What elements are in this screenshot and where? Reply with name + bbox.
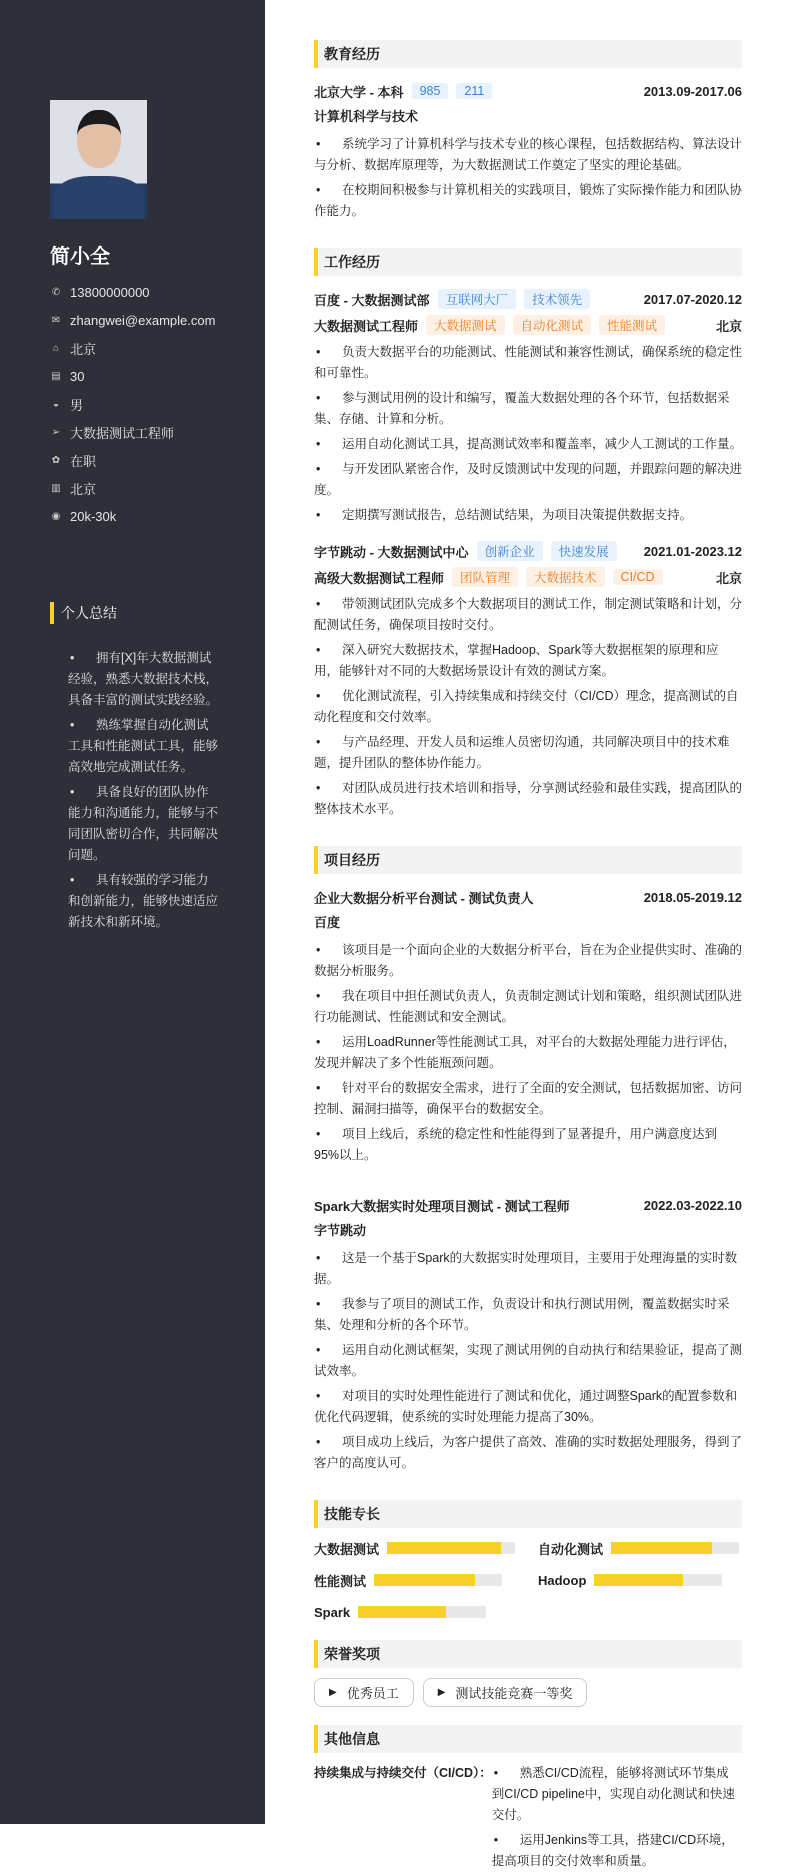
- company-tag: 技术领先: [524, 289, 590, 309]
- job-city: 北京: [715, 318, 742, 334]
- bullet-item: • 带领测试团队完成多个大数据项目的测试工作，制定测试策略和计划，分配测试任务，确保项目按时交付。: [314, 594, 742, 636]
- education-date: 2013.09-2017.06: [643, 83, 742, 99]
- job-header: [314, 286, 742, 312]
- contact-text: 男: [70, 397, 84, 413]
- bullet-list: [314, 342, 742, 526]
- contact-item: [50, 390, 215, 418]
- award-badge: [314, 1678, 414, 1707]
- summary-item: • 熟练掌握自动化测试工具和性能测试工具，能够高效地完成测试任务。: [68, 715, 218, 778]
- play-icon: ▶: [437, 1687, 446, 1698]
- candidate-name: 简小全: [50, 246, 110, 268]
- company-tag: 快速发展: [551, 541, 617, 561]
- sidebar: [0, 0, 265, 1824]
- skill-bar: [387, 1542, 515, 1554]
- bullet-item: • 对项目的实时处理性能进行了测试和优化，通过调整Spark的配置参数和优化代码逻辑，使系统的实时处理能力提高了30%。: [314, 1386, 742, 1428]
- contact-item: [50, 362, 215, 390]
- bullet-list: [492, 1763, 740, 1876]
- school-tag: 985: [412, 83, 449, 99]
- job-header: [314, 538, 742, 564]
- summary-item: • 拥有[X]年大数据测试经验，熟悉大数据技术栈，具备丰富的测试实践经验。: [68, 648, 218, 711]
- job-skill-tag: 大数据测试: [426, 315, 505, 335]
- contact-item: [50, 418, 215, 446]
- company-tag: 创新企业: [477, 541, 543, 561]
- skill-item: [538, 1538, 742, 1558]
- project-company: 百度: [314, 915, 341, 930]
- company-tag: 互联网大厂: [438, 289, 517, 309]
- spacer: [314, 226, 742, 248]
- award-label: 优秀员工: [346, 1686, 399, 1701]
- bullet-item: • 运用Jenkins等工具，搭建CI/CD环境，提高项目的交付效率和质量。: [492, 1830, 740, 1872]
- awards-list: [314, 1678, 742, 1707]
- bullet-item: • 项目成功上线后，为客户提供了高效、准确的实时数据处理服务，得到了客户的高度认可。: [314, 1432, 742, 1474]
- skills-grid: [314, 1538, 742, 1622]
- job-role: 高级大数据测试工程师: [314, 570, 445, 586]
- section-education: 教育经历: [314, 40, 742, 68]
- job-skill-tag: 自动化测试: [513, 315, 592, 335]
- job-role-row: [314, 312, 742, 338]
- bullet-list: [314, 594, 742, 820]
- major: 计算机科学与技术: [314, 109, 419, 124]
- project-date: 2018.05-2019.12: [643, 889, 742, 905]
- skill-item: [314, 1602, 518, 1622]
- section-awards: 荣誉奖项: [314, 1640, 742, 1668]
- skill-name: Spark: [314, 1604, 351, 1620]
- contact-item: [50, 502, 215, 530]
- job-role: 大数据测试工程师: [314, 318, 419, 334]
- mail-icon: ✉: [51, 314, 61, 326]
- bullet-list: [314, 1248, 742, 1474]
- contact-text: 北京: [70, 481, 97, 497]
- job-left: [314, 289, 590, 309]
- project-name: Spark大数据实时处理项目测试 - 测试工程师: [314, 1198, 570, 1214]
- contact-text: 大数据测试工程师: [70, 425, 175, 441]
- job-role-left: [314, 315, 665, 335]
- building-icon: ▥: [51, 482, 61, 494]
- contact-text: 北京: [70, 341, 97, 357]
- company-name: 百度 - 大数据测试部: [314, 292, 430, 308]
- bullet-list: [314, 134, 742, 222]
- skill-bar-fill: [358, 1606, 446, 1618]
- project-header: [314, 884, 742, 910]
- section-work: 工作经历: [314, 248, 742, 276]
- bullet-item: • 项目上线后，系统的稳定性和性能得到了显著提升，用户满意度达到95%以上。: [314, 1124, 742, 1166]
- job-city: 北京: [715, 570, 742, 586]
- main-content: [314, 40, 742, 1876]
- contact-item: [50, 446, 215, 474]
- education-header: [314, 78, 742, 104]
- bullet-item: • 针对平台的数据安全需求，进行了全面的安全测试，包括数据加密、访问控制、漏洞扫描等，确保平台的数据安全。: [314, 1078, 742, 1120]
- job-skill-tag: 团队管理: [452, 567, 518, 587]
- job-role-row: [314, 564, 742, 590]
- job-left: [314, 541, 617, 561]
- bullet-item: • 负责大数据平台的功能测试、性能测试和兼容性测试，确保系统的稳定性和可靠性。: [314, 342, 742, 384]
- job-date: 2021.01-2023.12: [643, 543, 742, 559]
- summary-item: • 具备良好的团队协作能力和沟通能力，能够与不同团队密切合作，共同解决问题。: [68, 782, 218, 866]
- job-skill-tag: 大数据技术: [526, 567, 605, 587]
- bullet-item: • 参与测试用例的设计和编写，覆盖大数据处理的各个环节，包括数据采集、存储、计算和分析。: [314, 388, 742, 430]
- skill-item: [314, 1538, 518, 1558]
- company-name: 字节跳动 - 大数据测试中心: [314, 544, 469, 560]
- job-skill-tag: CI/CD: [613, 569, 663, 585]
- age-icon: ▤: [51, 370, 61, 382]
- skill-name: Hadoop: [538, 1572, 587, 1588]
- skill-item: [314, 1570, 518, 1590]
- bullet-item: • 与开发团队紧密合作，及时反馈测试中发现的问题，并跟踪问题的解决进度。: [314, 459, 742, 501]
- bullet-item: • 运用自动化测试框架，实现了测试用例的自动执行和结果验证，提高了测试效率。: [314, 1340, 742, 1382]
- summary-item: • 具有较强的学习能力和创新能力，能够快速适应新技术和新环境。: [68, 870, 218, 933]
- contact-item: [50, 474, 215, 502]
- section-projects: 项目经历: [314, 846, 742, 874]
- project-name: 企业大数据分析平台测试 - 测试负责人: [314, 890, 534, 906]
- job-role-left: [314, 567, 663, 587]
- school-tag: 211: [456, 83, 492, 99]
- phone-icon: ✆: [51, 286, 61, 298]
- skill-name: 性能测试: [314, 1573, 367, 1589]
- skill-item: [538, 1570, 742, 1590]
- summary-title: 个人总结: [50, 602, 117, 624]
- bullet-item: • 定期撰写测试报告，总结测试结果，为项目决策提供数据支持。: [314, 505, 742, 526]
- skill-bar-fill: [611, 1542, 712, 1554]
- summary-list: [68, 648, 218, 937]
- skill-bar: [374, 1574, 502, 1586]
- project-header: [314, 1192, 742, 1218]
- contact-item: [50, 278, 215, 306]
- skill-name: 自动化测试: [538, 1541, 604, 1557]
- salary-icon: ◉: [51, 510, 61, 522]
- skill-name: 大数据测试: [314, 1541, 380, 1557]
- bullet-item: • 运用LoadRunner等性能测试工具，对平台的大数据处理能力进行评估，发现并解决了多个性能瓶颈问题。: [314, 1032, 742, 1074]
- skill-bar: [358, 1606, 486, 1618]
- contact-text: 20k-30k: [70, 508, 117, 524]
- project-date: 2022.03-2022.10: [643, 1197, 742, 1213]
- bullet-item: • 这是一个基于Spark的大数据实时处理项目，主要用于处理海量的实时数据。: [314, 1248, 742, 1290]
- award-badge: [423, 1678, 588, 1707]
- bullet-item: • 系统学习了计算机科学与技术专业的核心课程，包括数据结构、算法设计与分析、数据库原理等，为大数据测试工作奠定了坚实的理论基础。: [314, 134, 742, 176]
- project-company: 字节跳动: [314, 1223, 367, 1238]
- other-info-key: 持续集成与持续交付（CI/CD）：: [314, 1766, 492, 1780]
- bullet-item: • 优化测试流程，引入持续集成和持续交付（CI/CD）理念，提高测试的自动化程度和交付效率。: [314, 686, 742, 728]
- spacer: [314, 1170, 742, 1192]
- contact-list: [50, 278, 215, 530]
- status-icon: ✿: [51, 454, 61, 466]
- spacer: [314, 530, 742, 538]
- avatar-photo: [50, 100, 147, 219]
- section-skills: 技能专长: [314, 1500, 742, 1528]
- contact-text: zhangwei@example.com: [70, 312, 216, 328]
- bullet-item: • 与产品经理、开发人员和运维人员密切沟通，共同解决项目中的技术难题，提升团队的整体协作能力。: [314, 732, 742, 774]
- skill-bar: [594, 1574, 722, 1586]
- contact-text: 在职: [70, 453, 97, 469]
- award-label: 测试技能竞赛一等奖: [455, 1686, 573, 1701]
- education-left: [314, 82, 492, 101]
- gender-icon: ◒: [52, 398, 60, 410]
- skill-bar: [611, 1542, 739, 1554]
- spacer: [314, 824, 742, 846]
- bullet-item: • 我参与了项目的测试工作，负责设计和执行测试用例，覆盖数据实时采集、处理和分析的各个环节。: [314, 1294, 742, 1336]
- send-icon: ➢: [51, 426, 61, 438]
- job-date: 2017.07-2020.12: [643, 291, 742, 307]
- section-other: 其他信息: [314, 1725, 742, 1753]
- skill-bar-fill: [387, 1542, 501, 1554]
- job-skill-tag: 性能测试: [599, 315, 665, 335]
- bullet-item: • 熟悉CI/CD流程，能够将测试环节集成到CI/CD pipeline中，实现自动化测试和快速交付。: [492, 1763, 740, 1826]
- bullet-item: • 我在项目中担任测试负责人，负责制定测试计划和策略，组织测试团队进行功能测试、性能测试和安全测试。: [314, 986, 742, 1028]
- bullet-item: • 该项目是一个面向企业的大数据分析平台，旨在为企业提供实时、准确的数据分析服务。: [314, 940, 742, 982]
- school-name: 北京大学 - 本科: [314, 84, 404, 100]
- skill-bar-fill: [374, 1574, 475, 1586]
- contact-item: [50, 306, 215, 334]
- bullet-item: • 对团队成员进行技术培训和指导，分享测试经验和最佳实践，提高团队的整体技术水平。: [314, 778, 742, 820]
- other-info-row: [314, 1763, 742, 1876]
- bullet-item: • 深入研究大数据技术，掌握Hadoop、Spark等大数据框架的原理和应用，能够针对不同的大数据场景设计有效的测试方案。: [314, 640, 742, 682]
- bullet-list: [314, 940, 742, 1166]
- contact-text: 30: [70, 368, 85, 384]
- bullet-item: • 运用自动化测试工具，提高测试效率和覆盖率，减少人工测试的工作量。: [314, 434, 742, 455]
- skill-bar-fill: [594, 1574, 682, 1586]
- contact-text: 13800000000: [70, 284, 150, 300]
- home-icon: ⌂: [52, 342, 60, 354]
- spacer: [314, 1478, 742, 1500]
- bullet-item: • 在校期间积极参与计算机相关的实践项目，锻炼了实际操作能力和团队协作能力。: [314, 180, 742, 222]
- play-icon: ▶: [329, 1687, 337, 1698]
- contact-item: [50, 334, 215, 362]
